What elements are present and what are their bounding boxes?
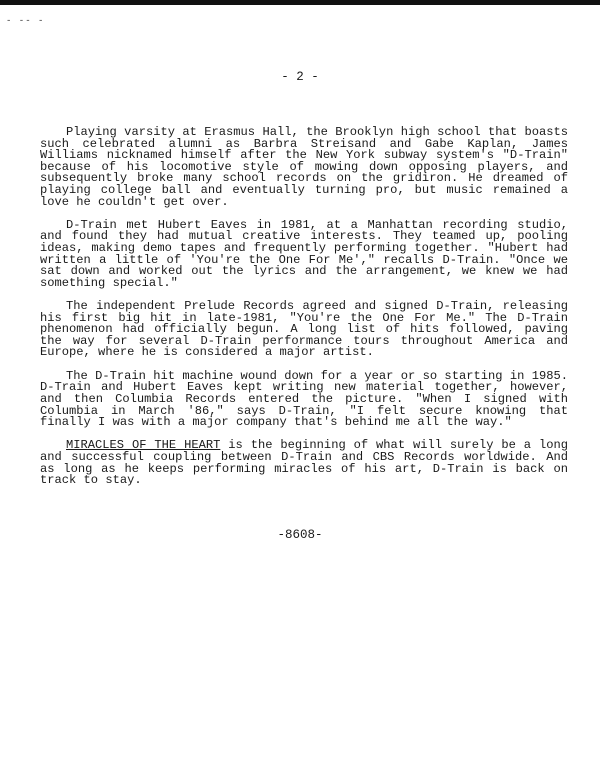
paragraph-miracles-of-the-heart — [40, 440, 568, 486]
corner-marks: - -- - — [6, 16, 45, 26]
paragraph-miracles-text: is the beginning of what will surely be a long and successful coupling between D-Train and CBS Records worldwide. And as long as he keeps performing miracles of his art, D-Train is back on track to stay. — [40, 438, 569, 488]
page-top-edge — [0, 0, 600, 5]
body-text — [40, 127, 568, 498]
paragraph-prelude-records: The independent Prelude Records agreed and signed D-Train, releasing his first big hit in late-1981, "You're the One For Me." The D-Train phenomenon had officially begun. A long list of hits followed, paving the way for several D-Train performance tours throughout America and Europe, where he is considered a major artist. — [40, 299, 568, 360]
paragraph-hubert-eaves: D-Train met Hubert Eaves in 1981, at a Manhattan recording studio, and found they had mutual creative interests. They teamed up, pooling ideas, making demo tapes and frequently performing together. "Hubert had written a little of 'You're the One For Me'," recalls D-Train. "Once we sat down and worked out the lyrics and the arrangement, we knew we had something special." — [40, 217, 568, 290]
document-code: -8608- — [277, 528, 323, 542]
album-title: MIRACLES OF THE HEART — [66, 438, 221, 453]
page-number: - 2 - — [281, 70, 319, 84]
paragraph-columbia-records: The D-Train hit machine wound down for a year or so starting in 1985. D-Train and Hubert Eaves kept writing new material together, however, and then Columbia Records entered the picture. "When I signed with Columbia in March '86," says D-Train, "I felt secure knowing that finally I was with a major company that's behind me all the way." — [40, 368, 568, 430]
paragraph-erasmus-hall: Playing varsity at Erasmus Hall, the Brooklyn high school that boasts such celebrated alumni as Barbra Streisand and Gabe Kaplan, James Williams nicknamed himself after the New York subway system's "D-Train" because of his locomotive style of mowing down opposing players, and subsequently broke many school records on the gridiron. He dreamed of playing college ball and eventually turning pro, but music remained a love he couldn't get over. — [40, 125, 568, 209]
